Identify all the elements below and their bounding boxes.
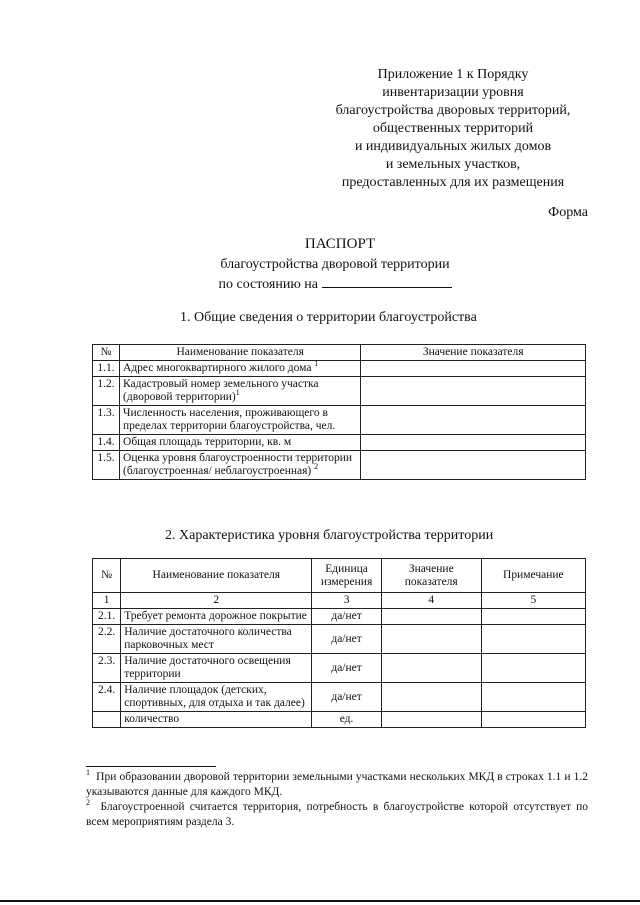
indicator-name-cell [120, 377, 361, 406]
column-header: Примечание [481, 559, 585, 593]
row-number: 2.4. [93, 683, 121, 712]
indicator-name: Наличие площадок (детских, спортивных, для отдыха и так далее) [121, 683, 312, 712]
value-cell[interactable] [381, 609, 481, 625]
page-bottom-rule [0, 900, 640, 902]
table-row [93, 451, 586, 480]
footnote [86, 770, 588, 800]
row-number: 2.1. [93, 609, 121, 625]
table-row [93, 654, 586, 683]
footnote-text: При образовании дворовой территории земельными участками нескольких МКД в строках 1.1 и 1.2 указываются данные для каждого МКД. [86, 771, 588, 798]
column-header: № [93, 345, 120, 361]
column-number: 1 [93, 593, 121, 609]
indicator-name: Наличие достаточного количества парковочных мест [121, 625, 312, 654]
note-cell[interactable] [481, 609, 585, 625]
appendix-line: Приложение 1 к Порядку [377, 67, 529, 82]
value-cell[interactable] [361, 361, 586, 377]
value-cell[interactable] [361, 377, 586, 406]
section2-heading: 2. Характеристика уровня благоустройства территории [165, 528, 494, 543]
indicator-name: Общая площадь территории, кв. м [123, 436, 292, 448]
improvement-level-table [92, 558, 586, 728]
table-row [93, 683, 586, 712]
row-number: 1.5. [93, 451, 120, 480]
row-number: 1.2. [93, 377, 120, 406]
indicator-name: Адрес многоквартирного жилого дома [123, 362, 312, 374]
passport-date-line [175, 274, 495, 294]
footnote-text: Благоустроенной считается территория, потребность в благоустройстве которой отсутствует по всем мероприятиям раздела 3. [86, 801, 589, 828]
value-cell[interactable] [361, 406, 586, 435]
column-header: Значение показателя [361, 345, 586, 361]
column-number: 2 [121, 593, 312, 609]
footnotes [86, 770, 588, 830]
column-number: 5 [481, 593, 585, 609]
value-cell[interactable] [381, 654, 481, 683]
column-number: 3 [312, 593, 381, 609]
note-cell[interactable] [481, 625, 585, 654]
column-header: Наименование показателя [120, 345, 361, 361]
footnote-ref: 1 [235, 388, 240, 398]
footnote [86, 800, 588, 830]
table-row [93, 406, 586, 435]
appendix-line: и земельных участков, [385, 157, 521, 172]
appendix-line: инвентаризации уровня [382, 85, 524, 100]
unit-cell: да/нет [312, 654, 381, 683]
table-header-row [93, 559, 586, 593]
footnote-mark: 2 [86, 798, 90, 808]
note-cell[interactable] [481, 683, 585, 712]
indicator-name: количество [121, 712, 312, 728]
value-cell[interactable] [361, 435, 586, 451]
footnote-divider [86, 766, 216, 767]
passport-subtitle: благоустройства дворовой территории [220, 257, 450, 272]
indicator-name: Наличие достаточного освещения территории [121, 654, 312, 683]
row-number [93, 712, 121, 728]
row-number: 2.2. [93, 625, 121, 654]
indicator-name: Требует ремонта дорожное покрытие [121, 609, 312, 625]
value-cell[interactable] [381, 625, 481, 654]
appendix-line: общественных территорий [372, 121, 534, 136]
column-header: Единица измерения [312, 559, 381, 593]
date-blank-field[interactable] [322, 274, 452, 288]
row-number: 1.1. [93, 361, 120, 377]
column-header: № [93, 559, 121, 593]
form-label: Форма [548, 205, 588, 220]
section1-heading: 1. Общие сведения о территории благоустройства [180, 310, 477, 325]
indicator-name: Оценка уровня благоустроенности территории (благоустроенная/ неблагоустроенная) [123, 452, 353, 477]
column-number-row [93, 593, 586, 609]
footnote-mark: 1 [86, 768, 90, 778]
column-number: 4 [381, 593, 481, 609]
indicator-name-cell [120, 451, 361, 480]
column-header: Значение показателя [381, 559, 481, 593]
row-number: 2.3. [93, 654, 121, 683]
passport-date-label: по состоянию на [218, 277, 319, 292]
row-number: 1.3. [93, 406, 120, 435]
footnote-ref: 1 [314, 359, 319, 369]
table-row [93, 609, 586, 625]
value-cell[interactable] [361, 451, 586, 480]
table-row [93, 712, 586, 728]
appendix-line: и индивидуальных жилых домов [354, 139, 552, 154]
appendix-header [318, 66, 588, 192]
table-row [93, 625, 586, 654]
appendix-line: предоставленных для их размещения [341, 175, 565, 190]
row-number: 1.4. [93, 435, 120, 451]
table-row [93, 377, 586, 406]
table-row [93, 361, 586, 377]
column-header: Наименование показателя [121, 559, 312, 593]
note-cell[interactable] [481, 712, 585, 728]
footnote-ref: 2 [314, 462, 319, 472]
indicator-name: Кадастровый номер земельного участка (дворовой территории) [123, 378, 319, 403]
general-info-table [92, 344, 586, 480]
unit-cell: ед. [312, 712, 381, 728]
note-cell[interactable] [481, 654, 585, 683]
passport-subtitle-block [175, 256, 495, 294]
indicator-name-cell [120, 406, 361, 435]
appendix-line: благоустройства дворовых территорий, [335, 103, 571, 118]
indicator-name-cell [120, 435, 361, 451]
passport-title: ПАСПОРТ [304, 236, 376, 252]
table-header-row [93, 345, 586, 361]
unit-cell: да/нет [312, 609, 381, 625]
value-cell[interactable] [381, 712, 481, 728]
indicator-name: Численность населения, проживающего в пределах территории благоустройства, чел. [123, 407, 336, 432]
table-row [93, 435, 586, 451]
indicator-name-cell [120, 361, 361, 377]
unit-cell: да/нет [312, 683, 381, 712]
value-cell[interactable] [381, 683, 481, 712]
unit-cell: да/нет [312, 625, 381, 654]
